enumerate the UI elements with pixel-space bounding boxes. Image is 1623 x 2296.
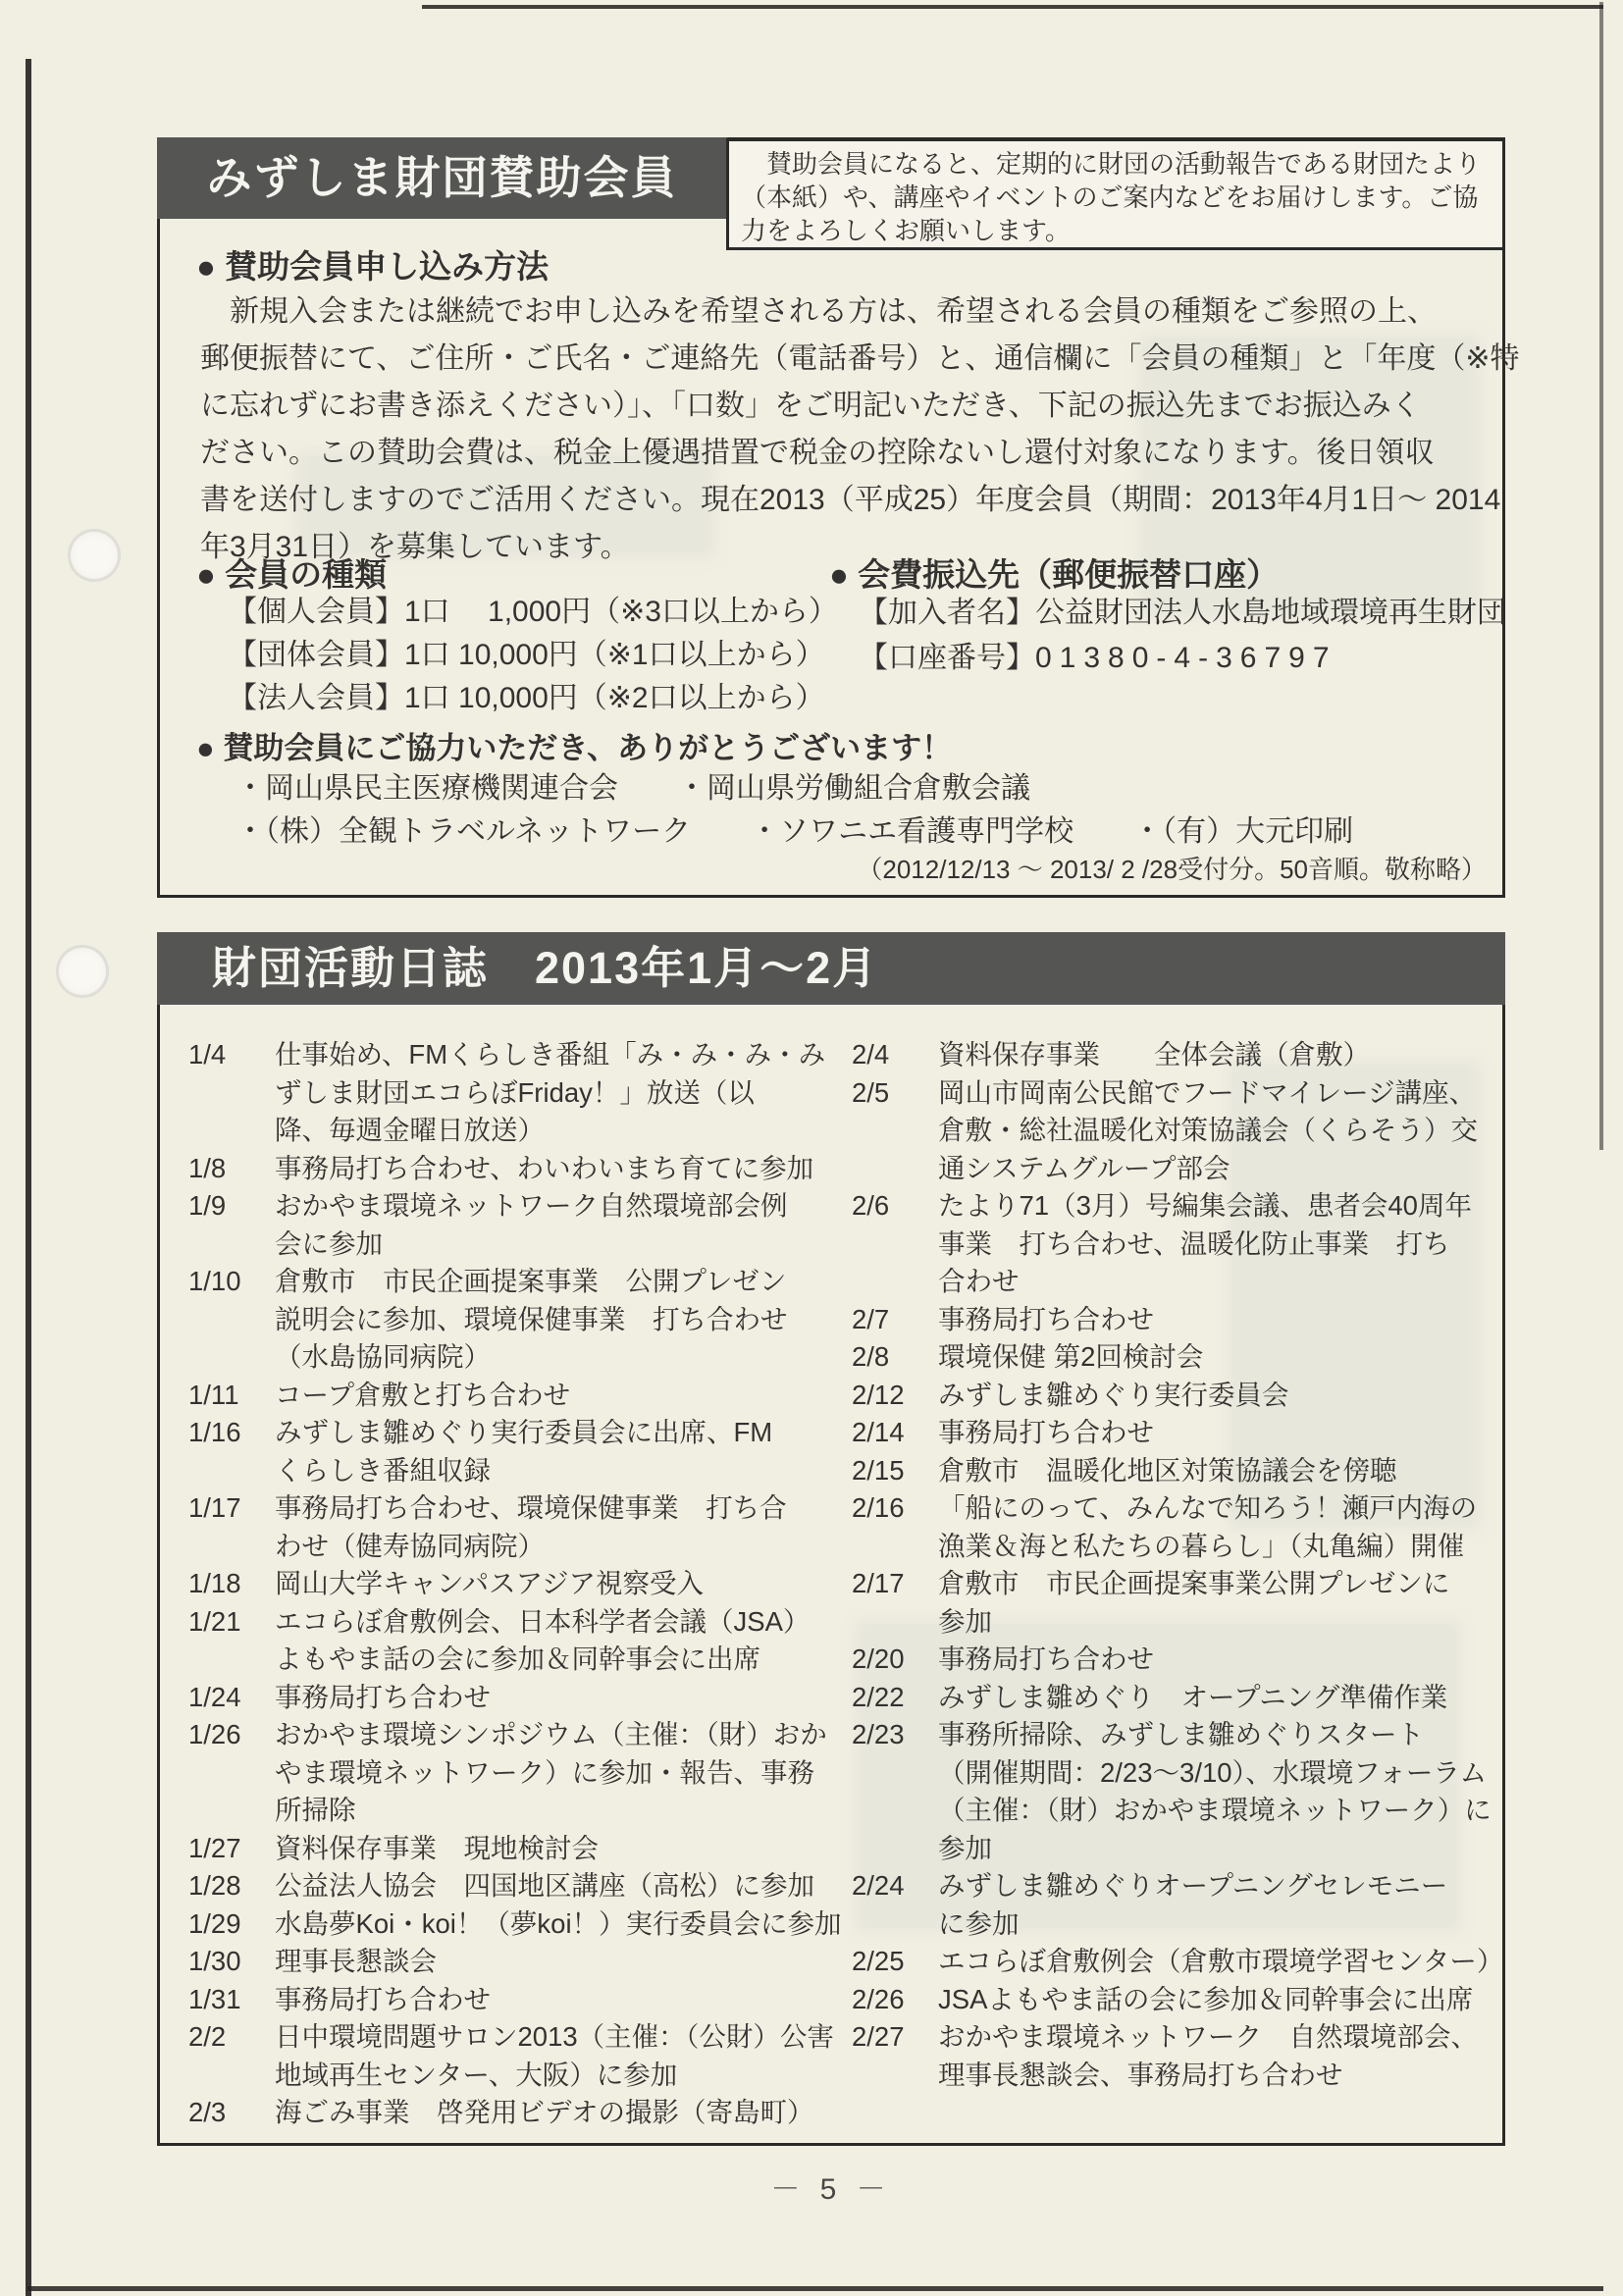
diary-entry [188,1377,831,1415]
diary-entry-date: 1/28 [188,1870,241,1901]
diary-entry-line: みずしま雛めぐり実行委員会に出席、FM [275,1417,773,1447]
diary-entry-line: やま環境ネットワーク）に参加・報告、事務 [275,1756,814,1788]
paragraph-line: 郵便振替にて、ご住所・ご氏名・ご連絡先（電話番号）と、通信欄に「会員の種類」と「年度（※特 [200,342,1520,375]
payment-item [859,591,1506,636]
diary-entry-line: おかやま環境シンポジウム（主催：（財）おか [275,1719,827,1749]
diary-entry-date: 1/8 [188,1152,227,1183]
diary-entry-date: 1/10 [188,1266,241,1296]
diary-entry-date: 2/2 [188,2021,227,2052]
diary-entry-line: みずしま雛めぐり オープニング準備作業 [938,1681,1448,1712]
diary-title: 財団活動日誌 2013年1月～2月 [212,943,879,993]
apply-paragraph [200,288,1520,571]
diary-entry-line: くらしき番組収録 [275,1454,491,1486]
diary-entry-text [938,1338,1505,1377]
diary-entry-text [938,2018,1505,2094]
diary-entry-text [938,1679,1505,1717]
scan-edge-top [422,5,1603,9]
supporter-line: ・岡山県民主医療機関連合会 ・岡山県労働組合倉敷会議 [236,772,1030,805]
diary-entry-date: 2/17 [852,1568,905,1598]
diary-entry-text [938,1716,1505,1867]
diary-entry-line: エコらぼ倉敷例会（倉敷市環境学習センター） [938,1946,1504,1976]
diary-entry-text [275,2094,831,2132]
diary-entry-line: 説明会に参加、環境保健事業 打ち合わせ [275,1303,788,1334]
diary-entry-date: 2/23 [852,1719,905,1749]
diary-entry-text [275,1716,831,1830]
diary-entry-text [275,1830,831,1868]
diary-entry [188,1603,831,1679]
diary-entry [188,2018,834,2094]
diary-entry-line: 通システムグループ部会 [938,1152,1230,1183]
diary-entry [852,1943,1505,1981]
diary-entry-date: 2/3 [188,2097,227,2127]
payment-item-label: 【口座番号】 [859,642,1035,674]
diary-entry-text [275,1377,831,1415]
member-type-item: 【法人会員】1口 10,000円（※2口以上から） [228,682,825,714]
diary-entry-date: 2/26 [852,1983,905,2014]
diary-entry [852,1565,1505,1641]
payment-item-label: 【加入者名】 [859,597,1035,629]
diary-entry-line: 事務局打ち合わせ [275,1983,491,2014]
payment-item-value: 01380-4-36797 [1035,642,1337,674]
diary-entry-text [275,1905,842,1944]
member-types-heading: ● 会員の種類 [196,556,388,593]
diary-entry-line: 事務所掃除、みずしま雛めぐりスタート [938,1719,1424,1749]
diary-entry-date: 2/24 [852,1870,905,1901]
diary-entry-date: 1/26 [188,1719,241,1749]
diary-entry-text [938,1452,1505,1490]
diary-entry-date: 1/9 [188,1190,227,1221]
diary-entry-date: 1/31 [188,1983,241,2014]
diary-entry-text [938,1377,1505,1415]
diary-entry [852,1338,1505,1377]
member-types-list [228,591,838,720]
diary-entry-date: 1/17 [188,1492,241,1523]
diary-entry-date: 1/30 [188,1946,241,1976]
paragraph-line: に忘れずにお書き添えください）」、「口数」をご明記いただき、下記の振込先までお振込みく [200,390,1421,422]
diary-entry-line: JSAよもやま話の会に参加＆同幹事会に出席 [938,1983,1474,2014]
diary-entry-text [938,1074,1505,1188]
diary-entry-line: 地域再生センター、大阪）に参加 [275,2059,678,2090]
diary-entry [188,1830,831,1868]
diary-entry [852,1036,1505,1074]
diary-entry-line: 事務局打ち合わせ [938,1644,1154,1674]
page-number: － 5 － [770,2173,892,2206]
diary-entry [852,1716,1505,1867]
diary-entry-text [275,1867,831,1905]
paragraph-line: 年3月31日）を募集しています。 [200,531,630,563]
diary-column-right [852,1036,1505,2094]
diary-entry-text [938,1867,1505,1943]
diary-entry-line: 倉敷市 市民企画提案事業 公開プレゼン [275,1266,787,1296]
diary-entry-text [938,1187,1505,1301]
diary-entry [852,1679,1505,1717]
diary-entry-date: 2/7 [852,1303,890,1334]
payment-list [859,591,1506,681]
diary-entry-line: 事業 打ち合わせ、温暖化防止事業 打ち [938,1227,1450,1259]
diary-entry-line: 合わせ [938,1266,1020,1296]
diary-entry [852,1414,1505,1452]
diary-entry [852,1489,1505,1565]
diary-entry-line: （水島協同病院） [275,1341,491,1372]
diary-entry-line: 事務局打ち合わせ [938,1303,1154,1334]
diary-entry-date: 2/15 [852,1454,905,1486]
diary-entry-date: 1/24 [188,1681,241,1712]
paragraph-line: 新規入会または継続でお申し込みを希望される方は、希望される会員の種類をご参照の上、 [200,295,1437,328]
diary-entry-line: 参加 [938,1832,992,1863]
note-line: 力をよろしくお願いします。 [741,216,1071,245]
diary-entry [188,1036,831,1150]
member-type-item: 【団体会員】1口 10,000円（※1口以上から） [228,639,825,671]
scan-edge-left [26,59,31,2296]
diary-entry-date: 2/27 [852,2021,905,2052]
diary-entry-line: （開催期間：2/23～3/10）、水環境フォーラム [938,1756,1488,1788]
diary-entry-text [275,1036,831,1150]
diary-entry-line: 岡山市岡南公民館でフードマイレージ講座、 [938,1076,1477,1108]
diary-entry-line: わせ（健寿協同病院） [275,1530,545,1561]
diary-entry-text [938,1943,1505,1981]
diary-entry-text [938,1414,1505,1452]
diary-entry-line: 水島夢Koi・koi！（夢koi！）実行委員会に参加 [275,1907,842,1939]
diary-entry-text [938,1036,1505,1074]
diary-entry [188,1187,831,1263]
note-line: 賛助会員になると、定期的に財団の活動報告である財団たより [741,149,1482,179]
supporter-line: ・（株）全観トラベルネットワーク ・ソワニエ看護専門学校 ・（有）大元印刷 [236,815,1354,848]
diary-entry-line: 日中環境問題サロン2013（主催：（公財）公害 [275,2021,834,2052]
diary-entry [188,1489,831,1565]
diary-entry-line: 「船にのって、みんなで知ろう！瀬戸内海の [938,1492,1478,1523]
diary-entry [188,1565,831,1603]
diary-entry-text [275,1150,831,1188]
membership-title: みずしま財団賛助会員 [206,152,678,203]
membership-note-box [726,138,1505,250]
payment-heading: ● 会費振込先（郵便振替口座） [829,556,1280,593]
diary-title-bar [157,932,1505,1005]
diary-entry-date: 2/6 [852,1190,890,1221]
thanks-period-note: （2012/12/13 ～ 2013/ 2 /28受付分。50音順。敬称略） [857,855,1487,884]
diary-entry-date: 1/21 [188,1605,241,1637]
diary-entry-line: 倉敷・総社温暖化対策協議会（くらそう）交 [938,1115,1478,1145]
diary-entry-text [938,1641,1505,1679]
diary-entry-date: 2/14 [852,1417,905,1447]
diary-entry-line: よもやま話の会に参加＆同幹事会に出席 [275,1644,760,1674]
diary-entry [188,1263,831,1377]
diary-entry-text [938,1489,1505,1565]
diary-entry-line: 資料保存事業 現地検討会 [275,1832,599,1863]
diary-entry-date: 2/22 [852,1681,905,1712]
diary-entry-date: 1/29 [188,1907,241,1939]
diary-entry-date: 2/12 [852,1379,905,1410]
diary-entry-line: 環境保健 第2回検討会 [938,1341,1204,1372]
diary-entry-text [938,1981,1505,2019]
diary-entry-line: 事務局打ち合わせ [275,1681,491,1712]
diary-entry-date: 2/16 [852,1492,905,1523]
diary-entry-date: 1/4 [188,1039,227,1070]
scan-edge-bottom [27,2286,1603,2291]
diary-entry-line: 海ごみ事業 啓発用ビデオの撮影（寄島町） [275,2097,814,2127]
diary-entry [852,1377,1505,1415]
punch-hole [56,945,109,998]
diary-entry-line: 岡山大学キャンパスアジア視察受入 [275,1568,704,1598]
diary-entry-text [275,1679,831,1717]
diary-entry-line: ずしま財団エコらぼFriday！」放送（以 [275,1076,755,1108]
diary-entry-line: 漁業＆海と私たちの暮らし」（丸亀編）開催 [938,1530,1465,1561]
diary-entry-text [275,2018,834,2094]
paragraph-line: ださい。この賛助会費は、税金上優遇措置で税金の控除ないし還付対象になります。後日領収 [200,437,1435,469]
diary-entry-line: 公益法人協会 四国地区講座（高松）に参加 [275,1870,814,1901]
diary-entry [188,1943,831,1981]
diary-entry-line: に参加 [938,1907,1020,1939]
diary-entry-line: みずしま雛めぐり実行委員会 [938,1379,1289,1410]
diary-entry-line: （主催：（財）おかやま環境ネットワーク）に [938,1795,1492,1825]
diary-entry [852,1981,1505,2019]
diary-entry-text [938,1565,1505,1641]
diary-entry [188,1150,831,1188]
diary-entry [852,2018,1505,2094]
diary-entry-text [938,1301,1505,1339]
diary-entry [188,1981,831,2019]
diary-entry [188,1716,831,1830]
diary-entry-line: 事務局打ち合わせ [938,1417,1154,1447]
diary-entry-line: たより71（3月）号編集会議、患者会40周年 [938,1190,1472,1221]
diary-entry-date: 2/20 [852,1644,905,1674]
thanks-heading: ● 賛助会員にご協力いただき、ありがとうございます！ [196,731,953,765]
diary-entry [852,1187,1505,1301]
diary-entry-line: 会に参加 [275,1227,383,1259]
diary-entry [852,1074,1505,1188]
diary-entry [852,1867,1505,1943]
diary-entry [188,1679,831,1717]
diary-entry [188,2094,831,2132]
diary-entry-line: 所掃除 [275,1795,356,1825]
diary-entry-line: 降、毎週金曜日放送） [275,1115,545,1145]
diary-entry-text [275,1489,831,1565]
diary-entry [188,1414,831,1489]
diary-entry-line: おかやま環境ネットワーク自然環境部会例 [275,1190,788,1221]
paragraph-line: 書を送付しますのでご活用ください。現在2013（平成25）年度会員（期間：2013年4月1日～ 2014 [200,484,1501,516]
diary-entry-text [275,1187,831,1263]
diary-entry-date: 2/4 [852,1039,890,1070]
scan-edge-right [1599,2,1603,1150]
diary-entry-line: 理事長懇談会、事務局打ち合わせ [938,2059,1343,2090]
diary-entry-line: コープ倉敷と打ち合わせ [275,1379,571,1410]
diary-entry-text [275,1943,831,1981]
diary-entry-date: 1/18 [188,1568,241,1598]
diary-entry [188,1905,842,1944]
note-line: （本紙）や、講座やイベントのご案内などをお届けします。ご協 [741,183,1479,212]
diary-entry-line: おかやま環境ネットワーク 自然環境部会、 [938,2021,1478,2052]
member-type-item: 【個人会員】1口 1,000円（※3口以上から） [228,596,838,628]
diary-entry [852,1452,1505,1490]
payment-item [859,636,1506,681]
diary-entry-line: エコらぼ倉敷例会、日本科学者会議（JSA） [275,1605,811,1637]
diary-entry [188,1867,831,1905]
diary-entry-date: 2/5 [852,1076,890,1108]
diary-entry-date: 1/11 [188,1379,239,1410]
thanks-org-list [236,767,1353,854]
diary-entry-text [275,1981,831,2019]
diary-entry-line: 参加 [938,1605,992,1637]
diary-entry [852,1301,1505,1339]
diary-entry-text [275,1414,831,1489]
diary-entry-line: 事務局打ち合わせ、わいわいまち育てに参加 [275,1152,814,1183]
diary-entry-line: 事務局打ち合わせ、環境保健事業 打ち合 [275,1492,787,1523]
punch-hole [68,529,121,582]
diary-entry-text [275,1565,831,1603]
payment-item-value: 公益財団法人水島地域環境再生財団 [1035,597,1506,629]
diary-entry-date: 1/27 [188,1832,241,1863]
diary-entry-line: 理事長懇談会 [275,1946,437,1976]
diary-entry-date: 1/16 [188,1417,241,1447]
diary-entry-date: 2/25 [852,1946,905,1976]
diary-entry-text [275,1603,831,1679]
membership-title-bar [157,137,727,219]
diary-entry-line: みずしま雛めぐりオープニングセレモニー [938,1870,1448,1901]
diary-entry [852,1641,1505,1679]
apply-heading: ● 賛助会員申し込み方法 [196,248,550,285]
diary-entry-text [275,1263,831,1377]
diary-column-left [188,1036,842,2132]
diary-entry-line: 資料保存事業 全体会議（倉敷） [938,1039,1370,1070]
diary-entry-date: 2/8 [852,1341,890,1372]
diary-entry-line: 倉敷市 温暖化地区対策協議会を傍聴 [938,1454,1397,1486]
diary-entry-line: 仕事始め、FMくらしき番組「み・み・み・み [275,1039,826,1070]
diary-entry-line: 倉敷市 市民企画提案事業公開プレゼンに [938,1568,1450,1598]
